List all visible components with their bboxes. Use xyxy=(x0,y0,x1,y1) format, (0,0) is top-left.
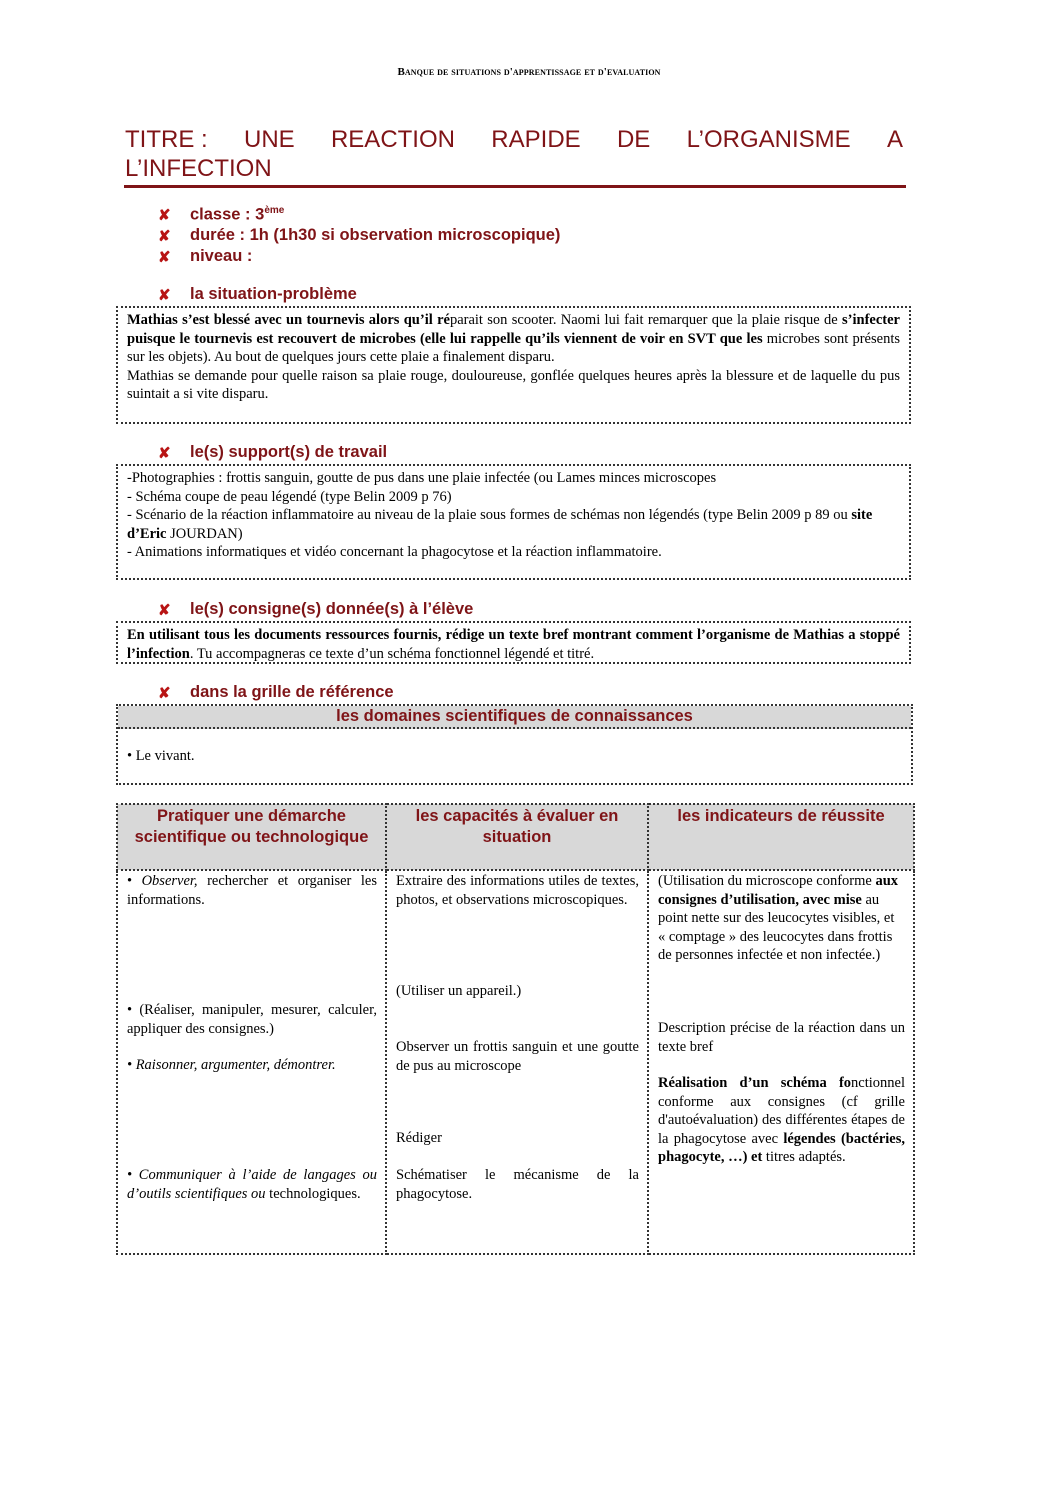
title-word: REACTION xyxy=(330,126,455,153)
raisonner-item: • Raisonner, argumenter, démontrer. xyxy=(127,1057,336,1073)
consignes-heading-label: le(s) consigne(s) donnée(s) à l’élève xyxy=(190,600,474,618)
table-cell-indicateurs xyxy=(648,870,914,1254)
realiser-item: • (Réaliser, manipuler, mesurer, calculer, appliquer des consignes.) xyxy=(127,1002,377,1037)
domains-table xyxy=(116,704,913,785)
column-header: les indicateurs de réussite xyxy=(648,804,914,870)
meta-classe xyxy=(158,204,560,225)
description-item: Description précise de la réaction dans un texte bref xyxy=(658,1020,905,1055)
duree-label: durée : 1h (1h30 si observation microscopique) xyxy=(190,226,561,244)
rediger-item: Rédiger xyxy=(396,1130,442,1146)
situation-box xyxy=(116,306,911,424)
consignes-box xyxy=(116,621,911,664)
situation-heading xyxy=(158,285,357,304)
cross-bullet-icon: ✘ xyxy=(158,206,171,224)
column-header: les capacités à évaluer en situation xyxy=(386,804,648,870)
evaluation-table xyxy=(116,803,915,1255)
cross-bullet-icon: ✘ xyxy=(158,444,171,462)
utilisation-item: (Utilisation du microscope conforme aux consignes d’utilisation, avec mise au point nette sur des leucocytes visibles, et « comptage » des leucocytes dans frottis de personnes infectée et non infectée.) xyxy=(658,873,899,963)
meta-niveau xyxy=(158,246,560,267)
consignes-text: En utilisant tous les documents ressources fournis, rédige un texte bref montrant comment l’organisme de Mathias a stoppé l’infection. Tu accompagneras ce texte d’un schéma fonctionnel légendé et titré. xyxy=(127,627,900,662)
classe-superscript: ème xyxy=(264,204,285,216)
title-word: L’ORGANISME xyxy=(686,126,851,153)
cross-bullet-icon: ✘ xyxy=(158,286,171,304)
cross-bullet-icon: ✘ xyxy=(158,227,171,245)
table-cell-capacites xyxy=(386,870,648,1254)
supports-box xyxy=(116,464,911,580)
schematiser-item: Schématiser le mécanisme de la phagocytose. xyxy=(396,1167,639,1202)
grille-heading xyxy=(158,683,394,702)
cross-bullet-icon: ✘ xyxy=(158,601,171,619)
cross-bullet-icon: ✘ xyxy=(158,248,171,266)
situation-text: Mathias s’est blessé avec un tournevis alors qu’il réparait son scooter. Naomi lui fait remarquer que la plaie risque de s’infecter puisque le tournevis est recouvert de microbes (elle lui rappelle qu’ils viennent de voir en SVT que les microbes sont présents sur les objets). Au bout de quelques jours cette plaie a finalement disparu. xyxy=(127,312,900,365)
observer-item: • Observer, rechercher et organiser les informations. xyxy=(127,873,377,908)
utiliser-item: (Utiliser un appareil.) xyxy=(396,983,522,999)
support-line: - Animations informatiques et vidéo concernant la phagocytose et la réaction inflammatoire. xyxy=(127,544,662,560)
title-word: A xyxy=(886,126,903,153)
support-line: - Scénario de la réaction inflammatoire au niveau de la plaie sous formes de schémas non légendés (type Belin 2009 p 89 ou site d’Eric JOURDAN) xyxy=(127,507,873,542)
title-word: UNE xyxy=(243,126,295,153)
table-row xyxy=(117,870,914,1254)
situation-heading-label: la situation-problème xyxy=(190,285,357,303)
document-title xyxy=(125,125,903,183)
support-line: -Photographies : frottis sanguin, goutte de pus dans une plaie infectée (ou Lames minces microscopes xyxy=(127,470,717,486)
title-word: TITRE : xyxy=(125,126,208,153)
supports-heading xyxy=(158,443,387,462)
title-word: RAPIDE xyxy=(491,126,581,153)
niveau-label: niveau : xyxy=(190,247,253,265)
realisation-item: Réalisation d’un schéma fonctionnel conforme aux consignes (cf grille d'autoévaluation) des différentes étapes de la phagocytose avec légendes (bactéries, phagocyte, …) et titres adaptés. xyxy=(658,1075,905,1165)
classe-label: classe : 3 xyxy=(190,205,265,224)
supports-heading-label: le(s) support(s) de travail xyxy=(190,443,388,461)
grille-heading-label: dans la grille de référence xyxy=(190,683,394,701)
support-line: - Schéma coupe de peau légendé (type Belin 2009 p 76) xyxy=(127,488,452,505)
situation-text-2: Mathias se demande pour quelle raison sa plaie rouge, douloureuse, gonflée quelques heures après la blessure et de laquelle du pus suintait a si vite disparu. xyxy=(127,367,900,402)
meta-duree xyxy=(158,225,560,246)
domains-value: • Le vivant. xyxy=(127,747,195,764)
title-line2: L’INFECTION xyxy=(125,155,272,182)
title-underline xyxy=(124,185,906,188)
table-cell-demarche xyxy=(117,870,386,1254)
observer-frottis-item: Observer un frottis sanguin et une goutte de pus au microscope xyxy=(396,1039,639,1074)
column-header: Pratiquer une démarche scientifique ou technologique xyxy=(117,804,386,870)
communiquer-item: • Communiquer à l’aide de langages ou d’outils scientifiques ou technologiques. xyxy=(127,1167,377,1202)
cross-bullet-icon: ✘ xyxy=(158,684,171,702)
consignes-heading xyxy=(158,600,473,619)
table-header-row xyxy=(117,804,914,870)
extraire-item: Extraire des informations utiles de textes, photos, et observations microscopiques. xyxy=(396,873,639,908)
meta-list xyxy=(158,204,560,267)
title-word: DE xyxy=(616,126,651,153)
page-header: Banque de situations d'apprentissage et d'evaluation xyxy=(397,66,661,78)
domains-header: les domaines scientifiques de connaissances xyxy=(118,706,911,729)
